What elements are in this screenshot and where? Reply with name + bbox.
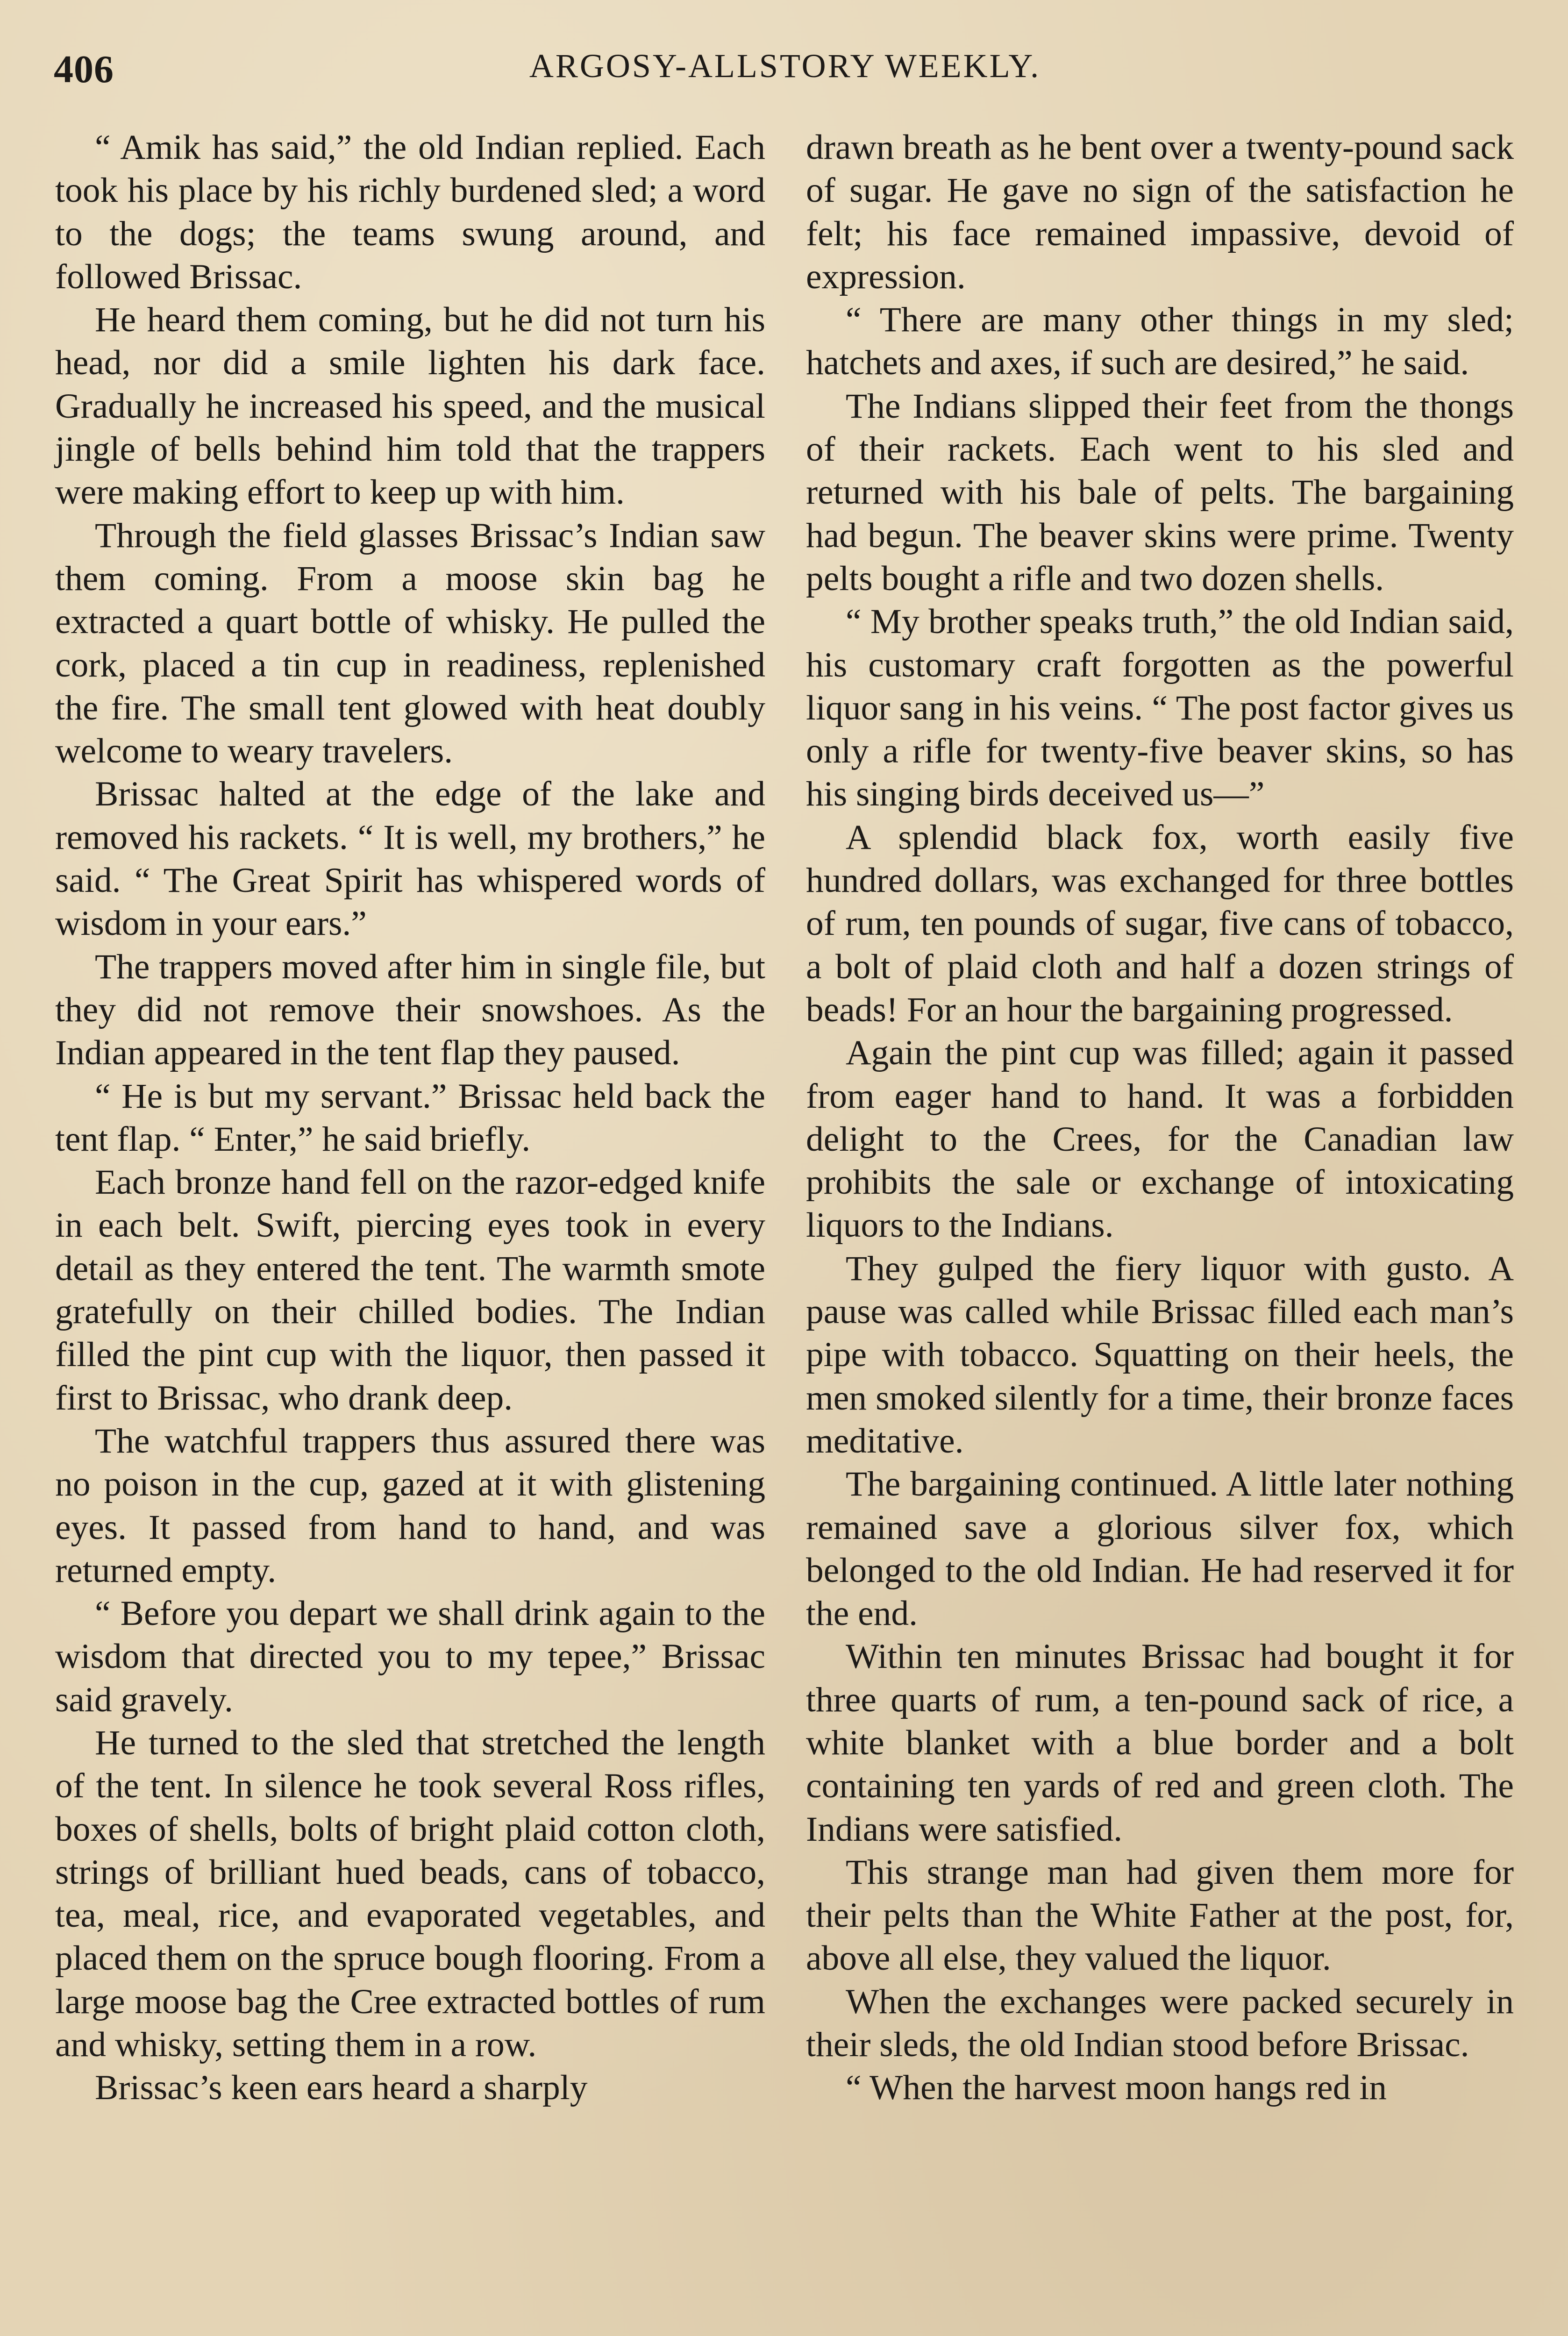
paragraph: drawn breath as he bent over a twenty-pound sack of sugar. He gave no sign of the satisfaction he felt; his face remained impassive, devoid of expression. bbox=[806, 128, 1514, 296]
paragraph: Brissac’s keen ears heard a sharply bbox=[95, 2068, 588, 2108]
paragraph: This strange man had given them more for their pelts than the White Father at the post, for, above all else, they valued the liquor. bbox=[806, 1852, 1514, 1978]
paragraph: “ When the harvest moon hangs red in bbox=[846, 2068, 1387, 2108]
paragraph: He turned to the sled that stretched the length of the tent. In silence he took several Ross rifles, boxes of shells, bolts of bright plaid cotton cloth, strings of brilliant hued beads, cans of tobacco, tea, meal, rice, and evaporated vegetables, and placed them on the spruce bough flooring. From a large moose bag the Cree extracted bottles of rum and whisky, setting them in a row. bbox=[55, 1723, 765, 2065]
paragraph: They gulped the fiery liquor with gusto. A pause was called while Brissac filled each man’s pipe with tobacco. Squatting on their heels, the men smoked silently for a time, their bronze faces meditative. bbox=[806, 1249, 1514, 1460]
paragraph: Within ten minutes Brissac had bought it for three quarts of rum, a ten-pound sack of rice, a white blanket with a blue border and a bolt containing ten yards of red and green cloth. The Indians were satisfied. bbox=[806, 1637, 1514, 1849]
paragraph: The trappers moved after him in single file, but they did not remove their snowshoes. As the Indian appeared in the tent flap they paused. bbox=[55, 947, 765, 1073]
paragraph: Through the field glasses Brissac’s Indian saw them coming. From a moose skin bag he extracted a quart bottle of whisky. He pulled the cork, placed a tin cup in readiness, replenished the fire. The small tent glowed with heat doubly welcome to weary travelers. bbox=[55, 516, 765, 771]
paragraph: “ Amik has said,” the old Indian replied. Each took his place by his richly burdened sled; a word to the dogs; the teams swung around, and followed Brissac. bbox=[55, 128, 765, 296]
paragraph: Brissac halted at the edge of the lake and removed his rackets. “ It is well, my brothers,” he said. “ The Great Spirit has whispered words of wisdom in your ears.” bbox=[55, 775, 765, 943]
page-header bbox=[54, 47, 1516, 98]
left-column bbox=[55, 126, 765, 2110]
paragraph: A splendid black fox, worth easily five hundred dollars, was exchanged for three bottles of rum, ten pounds of sugar, five cans of tobacco, a bolt of plaid cloth and half a dozen strings of beads! For an hour the bargaining progressed. bbox=[806, 818, 1514, 1029]
paragraph: The watchful trappers thus assured there was no poison in the cup, gazed at it with glistening eyes. It passed from hand to hand, and was returned empty. bbox=[55, 1421, 765, 1590]
paragraph: The Indians slipped their feet from the thongs of their rackets. Each went to his sled and returned with his bale of pelts. The bargaining had begun. The beaver skins were prime. Twenty pelts bought a rifle and two dozen shells. bbox=[806, 386, 1514, 598]
paragraph: Each bronze hand fell on the razor-edged knife in each belt. Swift, piercing eyes took in every detail as they entered the tent. The warmth smote gratefully on their chilled bodies. The Indian filled the pint cup with the liquor, then passed it first to Brissac, who drank deep. bbox=[55, 1163, 765, 1417]
paragraph: “ My brother speaks truth,” the old Indian said, his customary craft forgotten as the powerful liquor sang in his veins. “ The post factor gives us only a rifle for twenty-five beaver skins, so has his singing birds deceived us—” bbox=[806, 602, 1514, 814]
running-title: ARGOSY-ALLSTORY WEEKLY. bbox=[529, 47, 1041, 85]
paragraph: “ There are many other things in my sled; hatchets and axes, if such are desired,” he said. bbox=[806, 300, 1514, 383]
paragraph: Again the pint cup was filled; again it passed from eager hand to hand. It was a forbidden delight to the Crees, for the Canadian law prohibits the sale or exchange of intoxicating liquors to the Indians. bbox=[806, 1033, 1514, 1245]
paragraph: “ Before you depart we shall drink again to the wisdom that directed you to my tepee,” Brissac said gravely. bbox=[55, 1594, 765, 1719]
paragraph: The bargaining continued. A little later nothing remained save a glorious silver fox, which belonged to the old Indian. He had reserved it for the end. bbox=[806, 1465, 1514, 1633]
right-column bbox=[806, 126, 1514, 2110]
paragraph: “ He is but my servant.” Brissac held back the tent flap. “ Enter,” he said briefly. bbox=[55, 1076, 765, 1159]
page-number: 406 bbox=[54, 48, 114, 91]
paragraph: When the exchanges were packed securely in their sleds, the old Indian stood before Brissac. bbox=[806, 1982, 1514, 2065]
paragraph: He heard them coming, but he did not turn his head, nor did a smile lighten his dark face. Gradually he increased his speed, and the musical jingle of bells behind him told that the trappers were making effort to keep up with him. bbox=[55, 300, 765, 512]
